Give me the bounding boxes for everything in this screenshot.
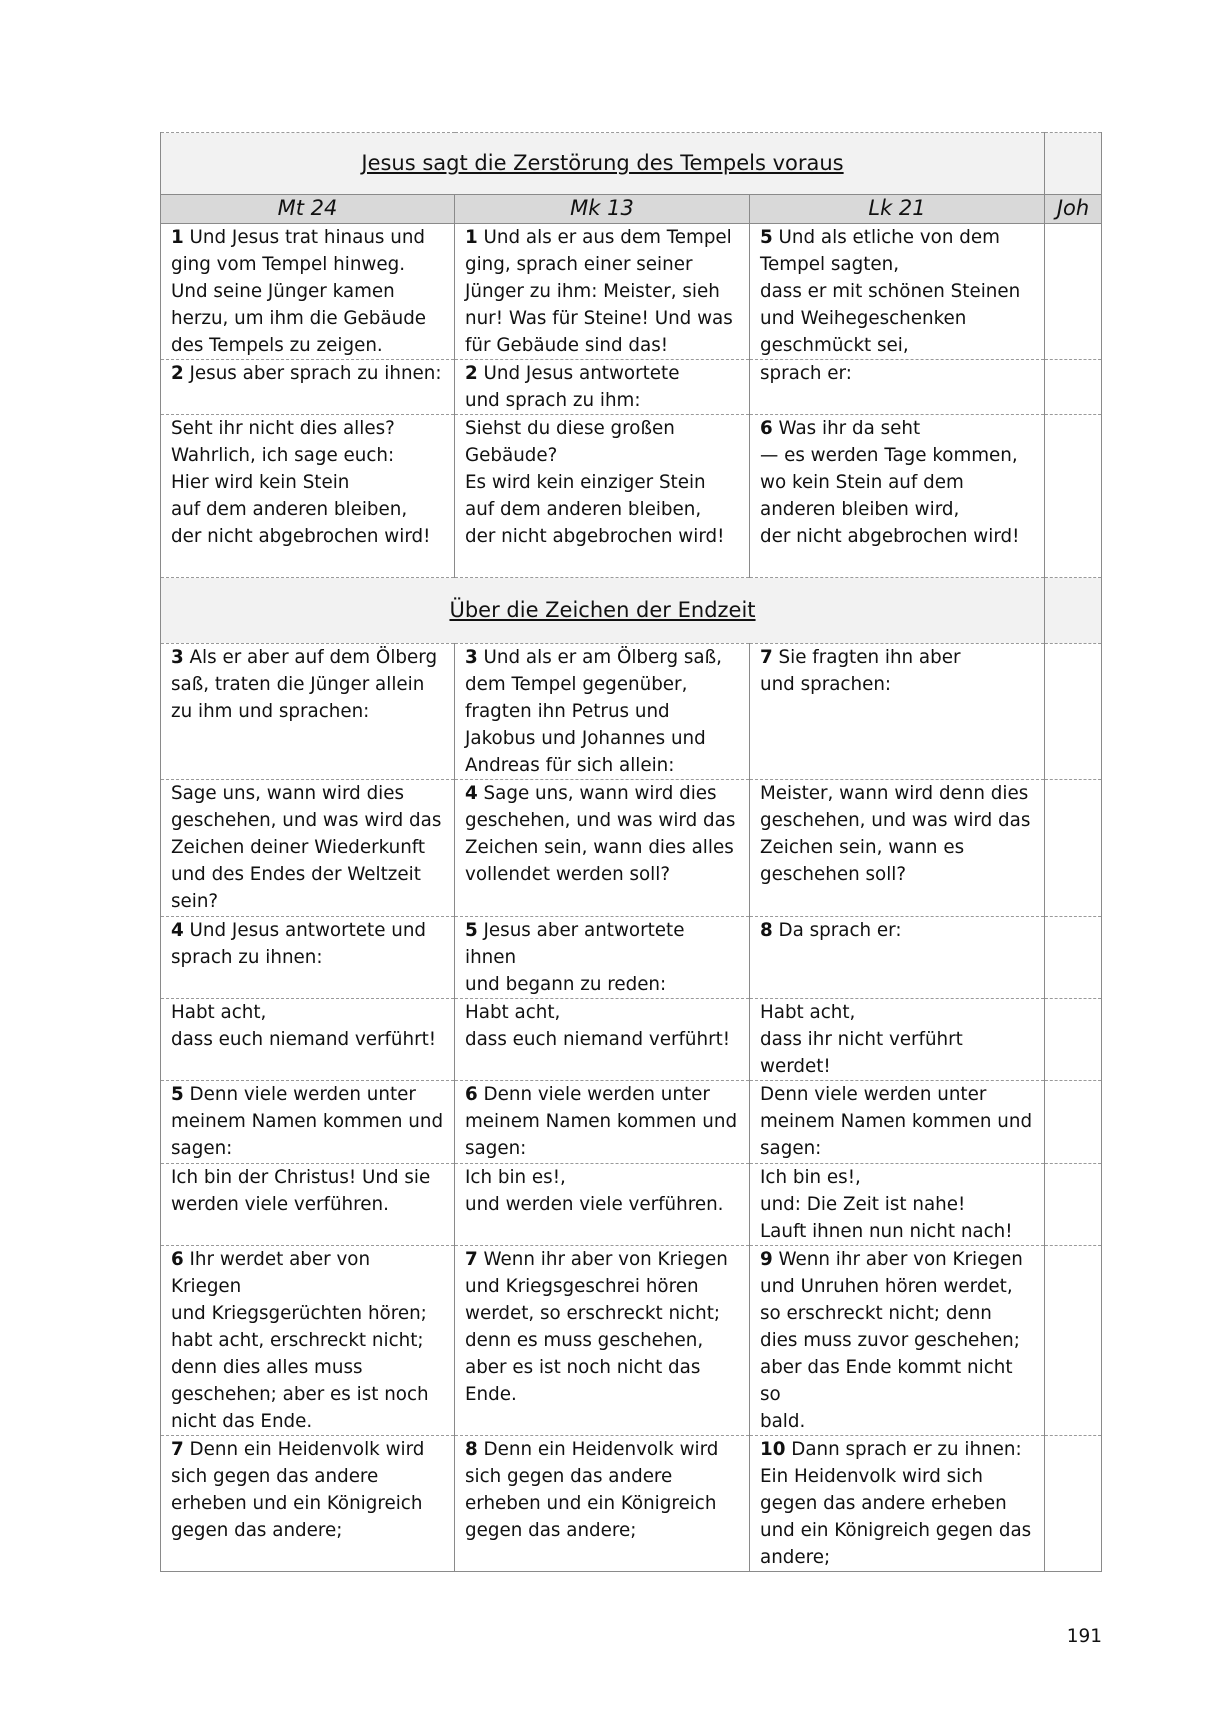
table-row xyxy=(161,780,1102,917)
cell-mk xyxy=(455,917,750,999)
verse-text: Als er aber auf dem Ölberg saß, traten die Jünger allein zu ihm und sprachen: xyxy=(171,647,438,722)
verse-text: Sage uns, wann wird dies geschehen, und was wird das Zeichen deiner Wiederkunft und des Endes der Weltzeit sein? xyxy=(171,783,442,912)
cell-joh xyxy=(1045,1246,1102,1436)
verse-text: Sage uns, wann wird dies geschehen, und was wird das Zeichen sein, wann dies alles vollendet werden soll? xyxy=(465,783,736,885)
verse-number: 7 xyxy=(465,1249,478,1270)
verse-number: 5 xyxy=(465,920,478,941)
cell-lk xyxy=(750,360,1045,415)
verse-number: 5 xyxy=(171,1084,184,1105)
cell-mk xyxy=(455,780,750,917)
table-row xyxy=(161,1164,1102,1246)
table-row xyxy=(161,360,1102,415)
verse-number: 9 xyxy=(760,1249,773,1270)
cell-lk xyxy=(750,1436,1045,1572)
verse-number: 8 xyxy=(465,1439,478,1460)
cell-mt xyxy=(161,644,455,780)
cell-joh xyxy=(1045,360,1102,415)
cell-lk xyxy=(750,999,1045,1081)
cell-mt xyxy=(161,999,455,1081)
cell-joh xyxy=(1045,1436,1102,1572)
cell-lk xyxy=(750,1081,1045,1164)
table-row xyxy=(161,415,1102,578)
table-row xyxy=(161,917,1102,999)
table-row xyxy=(161,1436,1102,1572)
verse-text: Jesus aber antwortete ihnen und begann zu reden: xyxy=(465,920,685,995)
verse-number: 8 xyxy=(760,920,773,941)
column-header-mk: Mk 13 xyxy=(455,195,750,224)
column-header-row xyxy=(161,195,1102,224)
verse-text: Denn viele werden unter meinem Namen kommen und sagen: xyxy=(760,1084,1033,1159)
cell-lk xyxy=(750,780,1045,917)
verse-text: Habt acht, dass euch niemand verführt! xyxy=(465,1002,731,1050)
cell-mk xyxy=(455,1246,750,1436)
cell-mt xyxy=(161,360,455,415)
cell-joh xyxy=(1045,224,1102,360)
verse-text: Und als etliche von dem Tempel sagten, dass er mit schönen Steinen und Weihegeschenken geschmückt sei, xyxy=(760,227,1021,356)
cell-lk xyxy=(750,415,1045,578)
verse-text: Und Jesus antwortete und sprach zu ihm: xyxy=(465,363,680,411)
synopsis-table xyxy=(160,132,1102,1572)
verse-text: Seht ihr nicht dies alles? Wahrlich, ich sage euch: Hier wird kein Stein auf dem anderen bleiben, der nicht abgebrochen wird! xyxy=(171,418,431,547)
verse-number: 7 xyxy=(760,647,773,668)
cell-mk xyxy=(455,1436,750,1572)
cell-joh xyxy=(1045,1081,1102,1164)
table-row xyxy=(161,644,1102,780)
verse-text: Denn ein Heidenvolk wird sich gegen das andere erheben und ein Königreich gegen das andere; xyxy=(171,1439,425,1541)
cell-joh xyxy=(1045,415,1102,578)
verse-text: Und als er aus dem Tempel ging, sprach einer seiner Jünger zu ihm: Meister, sieh nur! Was für Steine! Und was für Gebäude sind das! xyxy=(465,227,733,356)
verse-number: 6 xyxy=(465,1084,478,1105)
verse-text: Wenn ihr aber von Kriegen und Kriegsgeschrei hören werdet, so erschreckt nicht; denn es muss geschehen, aber es ist noch nicht das Ende. xyxy=(465,1249,728,1405)
verse-text: Was ihr da seht — es werden Tage kommen, wo kein Stein auf dem anderen bleiben wird, der nicht abgebrochen wird! xyxy=(760,418,1020,547)
cell-mt xyxy=(161,415,455,578)
table-row xyxy=(161,999,1102,1081)
verse-text: Ihr werdet aber von Kriegen und Kriegsgerüchten hören; habt acht, erschreckt nicht; denn dies alles muss geschehen; aber es ist noch nicht das Ende. xyxy=(171,1249,429,1432)
verse-text: Ich bin der Christus! Und sie werden viele verführen. xyxy=(171,1167,431,1215)
cell-lk xyxy=(750,224,1045,360)
verse-number: 2 xyxy=(171,363,184,384)
verse-number: 10 xyxy=(760,1439,786,1460)
cell-mt xyxy=(161,917,455,999)
cell-lk xyxy=(750,917,1045,999)
verse-number: 6 xyxy=(760,418,773,439)
verse-text: Ich bin es!, und werden viele verführen. xyxy=(465,1167,724,1215)
cell-lk xyxy=(750,1164,1045,1246)
verse-text: Und als er am Ölberg saß, dem Tempel gegenüber, fragten ihn Petrus und Jakobus und Johannes und Andreas für sich allein: xyxy=(465,647,722,776)
column-header-joh: Joh xyxy=(1045,195,1102,224)
cell-mt xyxy=(161,1246,455,1436)
verse-text: Habt acht, dass ihr nicht verführt werdet! xyxy=(760,1002,963,1077)
verse-text: sprach er: xyxy=(760,363,852,384)
cell-lk xyxy=(750,644,1045,780)
section-heading-row xyxy=(161,578,1102,644)
verse-text: Denn viele werden unter meinem Namen kommen und sagen: xyxy=(171,1084,444,1159)
cell-mt xyxy=(161,1436,455,1572)
page-number: 191 xyxy=(1066,1626,1102,1647)
table-row xyxy=(161,1081,1102,1164)
verse-text: Jesus aber sprach zu ihnen: xyxy=(183,363,442,384)
heading-joh-cell xyxy=(1045,133,1102,195)
verse-text: Denn ein Heidenvolk wird sich gegen das andere erheben und ein Königreich gegen das andere; xyxy=(465,1439,719,1541)
cell-joh xyxy=(1045,780,1102,917)
cell-mt xyxy=(161,1164,455,1246)
verse-number: 3 xyxy=(465,647,478,668)
verse-number: 1 xyxy=(465,227,478,248)
verse-text: Wenn ihr aber von Kriegen und Unruhen hören werdet, so erschreckt nicht; denn dies muss zuvor geschehen; aber das Ende kommt nicht so bald. xyxy=(760,1249,1023,1432)
cell-mk xyxy=(455,999,750,1081)
cell-mk xyxy=(455,360,750,415)
verse-text: Dann sprach er zu ihnen: Ein Heidenvolk wird sich gegen das andere erheben und ein Königreich gegen das andere; xyxy=(760,1439,1032,1568)
verse-text: Meister, wann wird denn dies geschehen, und was wird das Zeichen sein, wann es geschehen soll? xyxy=(760,783,1031,885)
section-heading-row xyxy=(161,133,1102,195)
cell-mk xyxy=(455,1081,750,1164)
cell-joh xyxy=(1045,917,1102,999)
column-header-mt: Mt 24 xyxy=(161,195,455,224)
cell-mt xyxy=(161,780,455,917)
heading-joh-cell xyxy=(1045,578,1102,644)
verse-text: Sie fragten ihn aber und sprachen: xyxy=(760,647,961,695)
verse-number: 2 xyxy=(465,363,478,384)
verse-text: Ich bin es!, und: Die Zeit ist nahe! Lauft ihnen nun nicht nach! xyxy=(760,1167,1013,1242)
cell-joh xyxy=(1045,644,1102,780)
verse-text: Denn viele werden unter meinem Namen kommen und sagen: xyxy=(465,1084,738,1159)
verse-number: 7 xyxy=(171,1439,184,1460)
cell-joh xyxy=(1045,999,1102,1081)
verse-number: 5 xyxy=(760,227,773,248)
verse-text: Und Jesus trat hinaus und ging vom Tempel hinweg. Und seine Jünger kamen herzu, um ihm die Gebäude des Tempels zu zeigen. xyxy=(171,227,427,356)
verse-number: 6 xyxy=(171,1249,184,1270)
table-row xyxy=(161,224,1102,360)
table-row xyxy=(161,1246,1102,1436)
cell-lk xyxy=(750,1246,1045,1436)
verse-number: 1 xyxy=(171,227,184,248)
cell-mt xyxy=(161,1081,455,1164)
verse-number: 4 xyxy=(465,783,478,804)
cell-mt xyxy=(161,224,455,360)
verse-text: Da sprach er: xyxy=(772,920,902,941)
column-header-lk: Lk 21 xyxy=(750,195,1045,224)
verse-text: Und Jesus antwortete und sprach zu ihnen: xyxy=(171,920,427,968)
cell-mk xyxy=(455,224,750,360)
verse-text: Habt acht, dass euch niemand verführt! xyxy=(171,1002,437,1050)
cell-mk xyxy=(455,1164,750,1246)
cell-mk xyxy=(455,415,750,578)
section-title-temple: Jesus sagt die Zerstörung des Tempels voraus xyxy=(161,133,1045,195)
cell-mk xyxy=(455,644,750,780)
verse-number: 4 xyxy=(171,920,184,941)
section-title-endtime: Über die Zeichen der Endzeit xyxy=(161,578,1045,644)
verse-number: 3 xyxy=(171,647,184,668)
cell-joh xyxy=(1045,1164,1102,1246)
verse-text: Siehst du diese großen Gebäude? Es wird kein einziger Stein auf dem anderen bleiben, der nicht abgebrochen wird! xyxy=(465,418,725,547)
